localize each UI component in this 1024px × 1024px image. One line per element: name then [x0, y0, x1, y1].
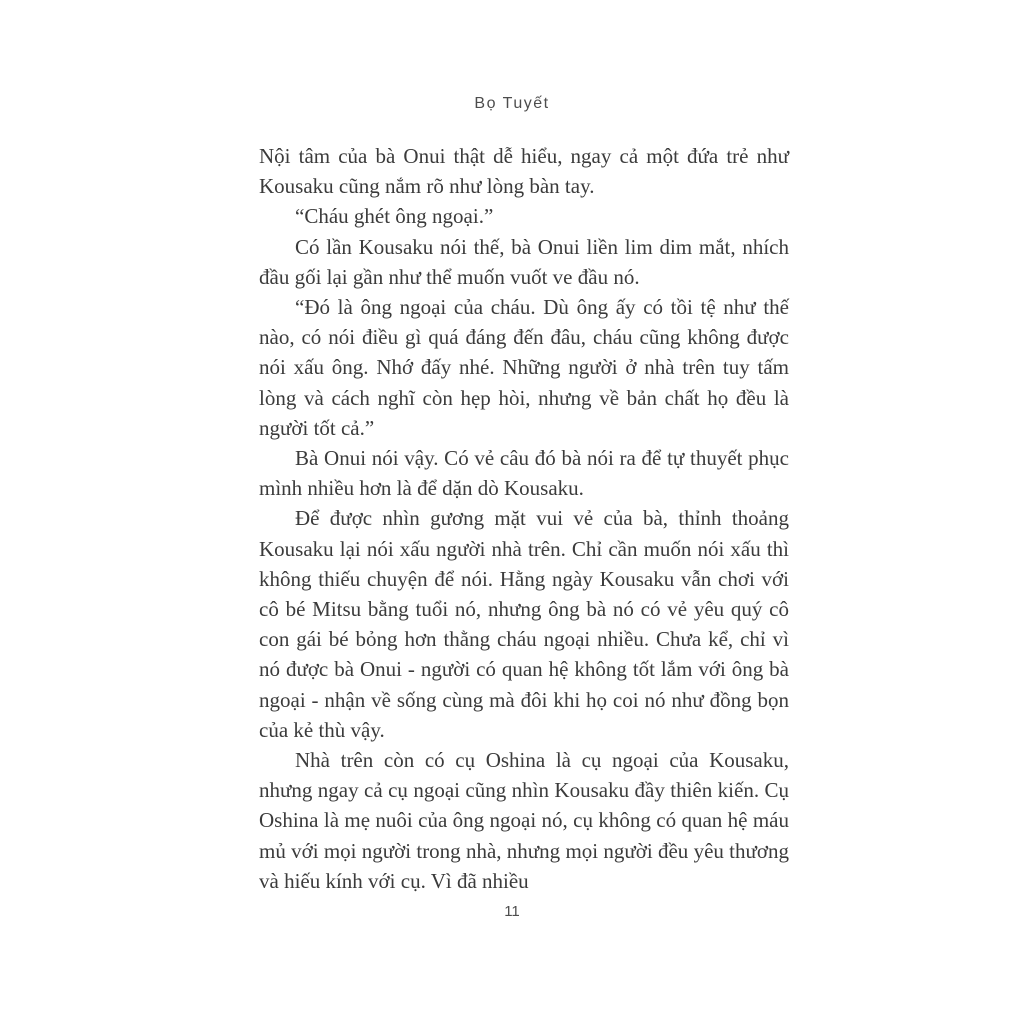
- paragraph: Nhà trên còn có cụ Oshina là cụ ngoại của Kousaku, nhưng ngay cả cụ ngoại cũng nhìn Kousaku đầy thiên kiến. Cụ Oshina là mẹ nuôi của ông ngoại nó, cụ không có quan hệ máu mủ với mọi người trong nhà, nhưng mọi người đều yêu thương và hiếu kính với cụ. Vì đã nhiều: [259, 748, 789, 893]
- paragraph: “Cháu ghét ông ngoại.”: [295, 204, 494, 229]
- paragraph: Để được nhìn gương mặt vui vẻ của bà, thỉnh thoảng Kousaku lại nói xấu người nhà trên. Chỉ cần muốn nói xấu thì không thiếu chuyện để nói. Hằng ngày Kousaku vẫn chơi với cô bé Mitsu bằng tuổi nó, nhưng ông bà nó có vẻ yêu quý cô con gái bé bỏng hơn thằng cháu ngoại nhiều. Chưa kể, chỉ vì nó được bà Onui - người có quan hệ không tốt lắm với ông bà ngoại - nhận về sống cùng mà đôi khi họ coi nó như đồng bọn của kẻ thù vậy.: [259, 506, 789, 742]
- paragraph: Có lần Kousaku nói thế, bà Onui liền lim dim mắt, nhích đầu gối lại gần như thể muốn vuốt ve đầu nó.: [259, 234, 789, 289]
- page-number: 11: [504, 903, 520, 920]
- paragraph: Bà Onui nói vậy. Có vẻ câu đó bà nói ra để tự thuyết phục mình nhiều hơn là để dặn dò Kousaku.: [259, 446, 789, 501]
- running-header: Bọ Tuyết: [474, 95, 550, 112]
- paragraph: “Đó là ông ngoại của cháu. Dù ông ấy có tồi tệ như thế nào, có nói điều gì quá đáng đến đâu, cháu cũng không được nói xấu ông. Nhớ đấy nhé. Những người ở nhà trên tuy tấm lòng và cách nghĩ còn hẹp hòi, nhưng về bản chất họ đều là người tốt cả.”: [259, 295, 789, 440]
- paragraph: Nội tâm của bà Onui thật dễ hiểu, ngay cả một đứa trẻ như Kousaku cũng nắm rõ như lòng bàn tay.: [259, 144, 789, 199]
- body-text: [259, 141, 789, 896]
